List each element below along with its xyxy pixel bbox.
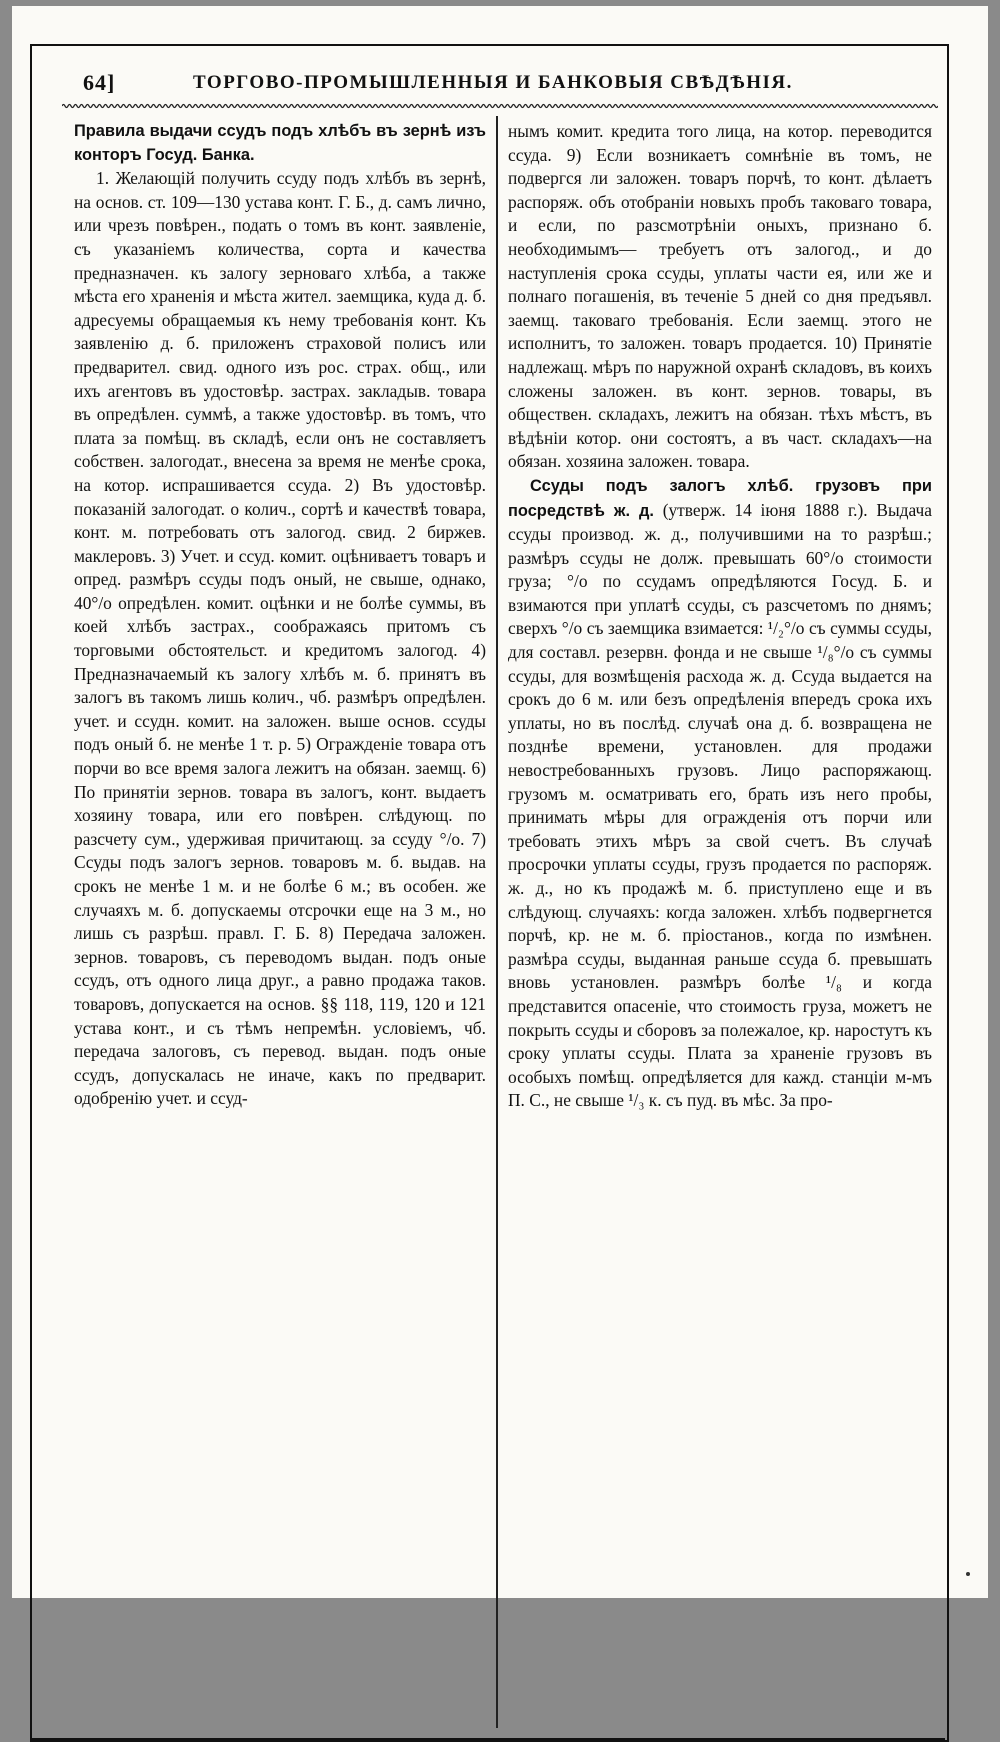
section-paragraph-2	[508, 474, 932, 1113]
page-number: 64]	[83, 70, 116, 95]
left-column	[74, 120, 486, 1111]
section-body-2: (утверж. 14 іюня 1888 г.). Выдача ссуды производ. ж. д., получившими на то разрѣш.; размѣръ ссуды не долж. превышать 60°/о стоимости груза; °/о по ссудамъ опредѣляются Госуд. Б. и взимаются при уплатѣ ссуды, съ разсчетомъ по днямъ; сверхъ °/о съ заемщика взимается: ¹/₂°/о съ суммы ссуды, для составл. резервн. фонда и не свыше ¹/₈°/о съ суммы ссуды, для возмѣщенія расхода ж. д. Ссуда выдается на срокъ до 6 м. или безъ опредѣленія впередъ срока ихъ уплаты, но въ послѣд. случаѣ она д. б. возвращена не позднѣе времени, установлен. для продажи невостребованныхъ грузовъ. Лицо распоряжающ. грузомъ м. осматривать его, брать изъ него пробы, принимать мѣры для огражденія отъ порчи или требовать этихъ мѣръ за свой счетъ. Въ случаѣ просрочки уплаты ссуды, грузъ продается по распоряж. ж. д., но къ продажѣ м. б. приступлено еще и въ слѣдующ. случаяхъ: когда заложен. хлѣбъ подвергнется порчѣ, кр. не м. б. пріостанов., когда по измѣнен. размѣра ссуды, выданная раньше ссуда б. превышать вновь установлен. размѣръ болѣе ¹/₈ и когда представится опасеніе, что стоимость груза, можетъ не покрыть ссуды и сборовъ за полежалое, кр. наростутъ къ сроку уплаты ссуды. Плата за храненіе грузовъ въ особыхъ помѣщ. опредѣляется для кажд. станціи м-мъ П. С., не свыше ¹/₃ к. съ пуд. въ мѣс. За про-	[508, 499, 932, 1111]
header-rule	[62, 102, 938, 110]
section-heading: Правила выдачи ссудъ подъ хлѣбъ въ зернѣ изъ конторъ Госуд. Банка.	[74, 122, 486, 164]
right-column	[508, 120, 932, 1113]
header-title: ТОРГОВО-ПРОМЫШЛЕННЫЯ И БАНКОВЫЯ СВѢДѢНІЯ.	[193, 72, 793, 93]
section-heading-2: Ссуды подъ залогъ хлѣб. грузовъ при посредствѣ ж. д.	[508, 476, 932, 520]
section-body: 1. Желающій получить ссуду подъ хлѣбъ въ зернѣ, на основ. ст. 109—130 устава конт. Г. Б., д. самъ лично, или чрезъ повѣрен., подать о томъ въ конт. заявленіе, съ указаніемъ количества, сорта и качества предназначен. къ залогу зерноваго хлѣба, а также мѣста его храненія и мѣста жител. заемщика, куда д. б. адресуемы обращаемыя къ нему требованія конт. Къ заявленію д. б. приложенъ страховой полисъ или предварител. свид. одного изъ рос. страх. общ., или ихъ агентовъ въ удостовѣр. застрах. закладыв. товара въ опредѣлен. суммѣ, а также удостовѣр. въ томъ, что плата за помѣщ. въ складѣ, если онъ не составляетъ собствен. залогодат., внесена за время не менѣе срока, на котор. испрашивается ссуда. 2) Въ удостовѣр. показаній залогодат. о колич., сортѣ и качествѣ товара, конт. м. потребовать отъ залогод. свид. 2 биржев. маклеровъ. 3) Учет. и ссуд. комит. оцѣниваетъ товаръ и опред. размѣръ ссуды подъ оный, не свыше, однако, 40°/о опредѣлен. комит. оцѣнки и не болѣе суммы, въ коей хлѣбъ застрах., соображаясь притомъ съ торговыми обстоятельст. и кредитомъ залогод. 4) Предназначаемый къ залогу хлѣбъ м. б. принятъ въ залогъ въ такомъ лишь колич., чб. размѣръ опредѣлен. учет. и ссудн. комит. на заложен. выше основ. ссуды подъ оный б. не менѣе 1 т. р. 5) Огражденіе товара отъ порчи во все время залога лежитъ на обязан. заемщ. 6) По принятіи зернов. товара въ залогъ, конт. выдаетъ хозяину товара, или его повѣрен. слѣдующ. по разсчету сум., удерживая причитающ. за ссуду °/о. 7) Ссуды подъ залогъ зернов. товаровъ м. б. выдав. на срокъ не менѣе 1 м. и не болѣе 6 м.; въ особен. же случаяхъ м. б. допускаемы отсрочки еще на 3 м., но лишь съ разрѣш. правл. Г. Б. 8) Передача заложен. зернов. товаровъ, съ переводомъ выдан. подъ оные ссудъ, отъ одного лица друг., а равно продажа таков. товаровъ, допускается на основ. §§ 118, 119, 120 и 121 устава конт., и съ тѣмъ непремѣн. условіемъ, чб. передача залоговъ, съ перевод. выдан. подъ оные ссудъ, допускалась не иначе, какъ по предварит. одобренію учет. и ссуд-	[74, 168, 486, 1109]
frame-bottom-rule	[30, 1738, 945, 1740]
running-header	[45, 58, 935, 98]
scan-speck	[966, 1572, 970, 1576]
column-divider	[496, 116, 498, 1728]
continued-text: нымъ комит. кредита того лица, на котор. переводится ссуда. 9) Если возникаетъ сомнѣніе въ томъ, не подвергся ли заложен. товаръ порчѣ, то конт. дѣлаетъ распоряж. объ отобраніи новыхъ пробъ таковаго товара, и если, по разсмотрѣніи оныхъ, признано б. необходимымъ— требуетъ отъ залогод., и до наступленія срока ссуды, уплаты части ея, или же и полнаго погашенія, въ теченіе 5 дней со дня предъявл. заемщ. таковаго требованія. Если заемщ. этого не исполнитъ, то заложен. товаръ продается. 10) Принятіе надлежащ. мѣръ по наружной охранѣ складовъ, въ коихъ сложены заложен. въ конт. зернов. товары, въ обществен. складахъ, лежитъ на обязан. тѣхъ мѣстъ, въ вѣдѣніи котор. они состоятъ, а въ част. складахъ—на обязан. хозяина заложен. товара.	[508, 121, 932, 472]
